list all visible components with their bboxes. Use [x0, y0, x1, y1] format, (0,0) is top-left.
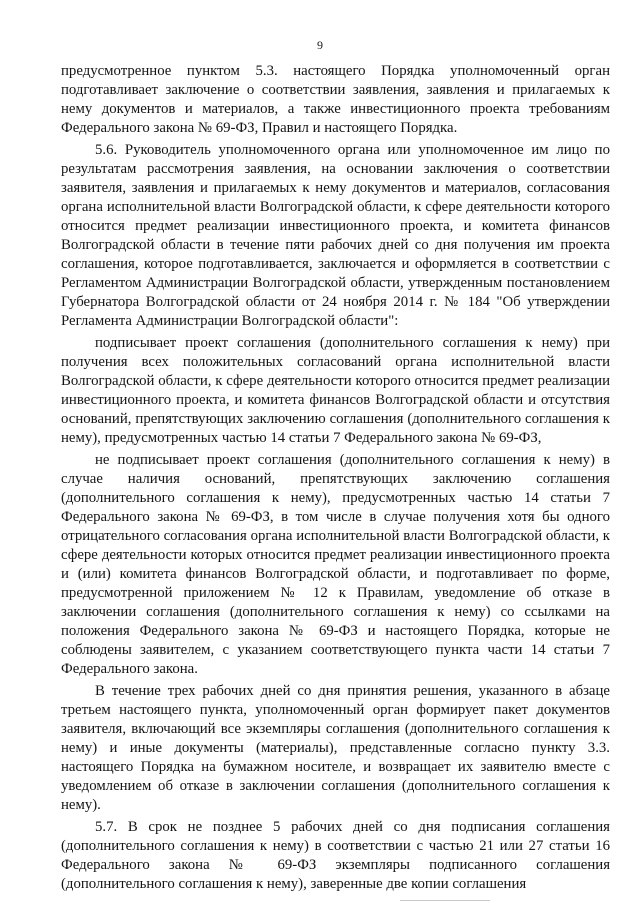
- paragraph-signs-agreement: подписывает проект соглашения (дополнительного соглашения к нему) при получения всех положительных согласований органа исполнительной власти Волгоградской области, к сфере деятельности которого относится предмет реализации инвестиционного проекта, и комитета финансов Волгоградской области и отсутствия оснований, препятствующих заключению соглашения (дополнительного соглашения к нему), предусмотренных частью 14 статьи 7 Федерального закона № 69-ФЗ,: [61, 335, 610, 446]
- paragraph-continuation: предусмотренное пунктом 5.3. настоящего Порядка уполномоченный орган подготавливает заключение о соответствии заявления, заявления и прилагаемых к нему документов и материалов, а также инвестиционного проекта требованиям Федерального закона № 69-ФЗ, Правил и настоящего Порядка.: [61, 63, 610, 136]
- paragraph-does-not-sign: не подписывает проект соглашения (дополнительного соглашения к нему) в случае наличия оснований, препятствующих заключению соглашения (дополнительного соглашения к нему), предусмотренных частью 14 статьи 7 Федерального закона № 69-ФЗ, в том числе в случае получения хотя бы одного отрицательного согласования органа исполнительной власти Волгоградской области, к сфере деятельности которых относится предмет реализации инвестиционного проекта и (или) комитета финансов Волгоградской области, и подготавливает по форме, предусмотренной приложением № 12 к Правилам, уведомление об отказе в заключении соглашения (дополнительного соглашения к нему) со ссылками на положения Федерального закона № 69-ФЗ и настоящего Порядка, которые не соблюдены заявителем, с указанием соответствующего пункта части 14 статьи 7 Федерального закона.: [61, 452, 610, 677]
- scan-edge-mark: [400, 900, 490, 901]
- page-number: 9: [317, 38, 323, 52]
- paragraph-5-6: 5.6. Руководитель уполномоченного органа или уполномоченное им лицо по результатам рассмотрения заявления, на основании заключения о соответствии заявителя, заявления и прилагаемых к нему документов и материалов, согласования органа исполнительной власти Волгоградской области, к сфере деятельности которого относится предмет реализации инвестиционного проекта, и комитета финансов Волгоградской области в течение пяти рабочих дней со дня получения им проекта соглашения, которое подготавливается, заключается и оформляется в соответствии с Регламентом Администрации Волгоградской области, утвержденным постановлением Губернатора Волгоградской области от 24 ноября 2014 г. № 184 "Об утверждении Регламента Администрации Волгоградской области":: [61, 142, 610, 329]
- paragraph-5-7: 5.7. В срок не позднее 5 рабочих дней со дня подписания соглашения (дополнительного соглашения к нему) в соответствии с частью 21 или 27 статьи 16 Федерального закона № 69-ФЗ экземпляры подписанного соглашения (дополнительного соглашения к нему), заверенные две копии соглашения: [61, 819, 610, 892]
- document-body: [61, 62, 610, 894]
- paragraph-three-days: В течение трех рабочих дней со дня принятия решения, указанного в абзаце третьем настоящего пункта, уполномоченный орган формирует пакет документов заявителя, включающий все экземпляры соглашения (дополнительного соглашения к нему) и иные документы (материалы), представленные согласно пункту 3.3. настоящего Порядка на бумажном носителе, и возвращает их заявителю вместе с уведомлением об отказе в заключении соглашения (дополнительного соглашения к нему).: [61, 683, 610, 813]
